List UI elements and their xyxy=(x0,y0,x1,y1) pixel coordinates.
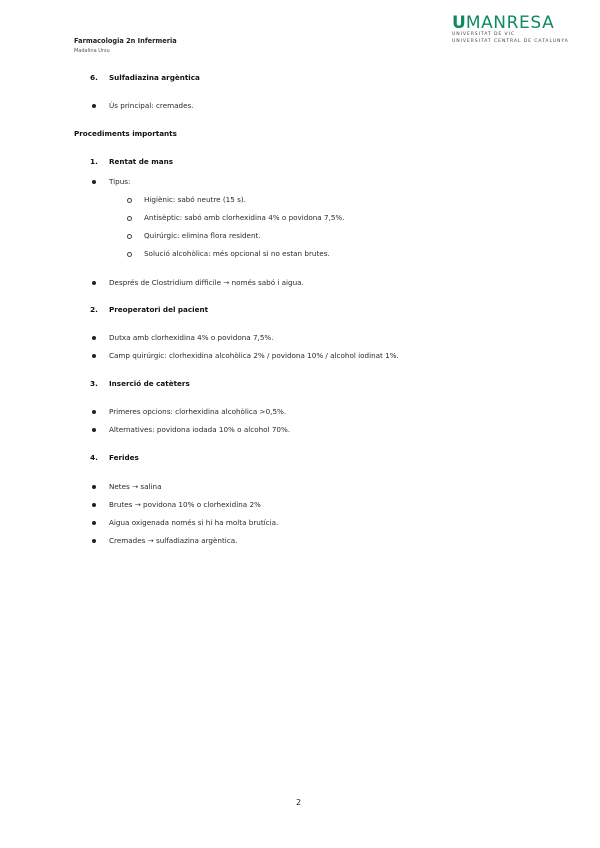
list-item: Tipus: xyxy=(109,177,131,186)
procedures-heading: Procediments importants xyxy=(74,129,177,138)
course-title: Farmacologia 2n Infermeria xyxy=(74,37,177,45)
author-name: Madalina Ursu xyxy=(74,48,110,54)
bullet xyxy=(92,281,96,285)
bullet xyxy=(92,428,96,432)
sub-bullet xyxy=(127,252,132,257)
sub-bullet xyxy=(127,216,132,221)
section-heading: Sulfadiazina argèntica xyxy=(109,73,200,82)
sub-bullet xyxy=(127,198,132,203)
page-number: 2 xyxy=(296,798,302,807)
bullet xyxy=(92,180,96,184)
logo-subline-1: UNIVERSITAT DE VIC xyxy=(452,32,515,37)
list-item: Aigua oxigenada només si hi ha molta brutícia. xyxy=(109,518,279,527)
list-item: Camp quirúrgic: clorhexidina alcohòlica 2% / povidona 10% / alcohol iodinat 1%. xyxy=(109,351,399,360)
bullet xyxy=(92,410,96,414)
list-item: Dutxa amb clorhexidina 4% o povidona 7,5%. xyxy=(109,333,274,342)
list-item: Després de Clostridium difficile → només sabó i aigua. xyxy=(109,278,304,287)
logo-word: MANRESA xyxy=(465,13,555,33)
bullet xyxy=(92,354,96,358)
bullet xyxy=(92,521,96,525)
section-number: 3. xyxy=(90,379,98,388)
sub-list-item: Solució alcohòlica: més opcional si no estan brutes. xyxy=(144,249,330,258)
list-item: Ús principal: cremades. xyxy=(109,101,194,110)
section-number: 4. xyxy=(90,453,98,462)
bullet xyxy=(92,539,96,543)
logo-wordmark xyxy=(452,14,564,32)
list-item: Netes → salina xyxy=(109,482,162,491)
section-heading: Preoperatori del pacient xyxy=(109,305,209,314)
section-heading: Inserció de catèters xyxy=(109,379,190,388)
section-heading: Ferides xyxy=(109,453,139,462)
logo-u: U xyxy=(452,13,466,33)
logo-subline-2: UNIVERSITAT CENTRAL DE CATALUNYA xyxy=(452,38,569,44)
sub-list-item: Antisèptic: sabó amb clorhexidina 4% o povidona 7,5%. xyxy=(144,213,345,222)
bullet xyxy=(92,104,96,108)
sub-list-item: Higiènic: sabó neutre (15 s). xyxy=(144,195,246,204)
bullet xyxy=(92,336,96,340)
list-item: Cremades → sulfadiazina argèntica. xyxy=(109,536,238,545)
sub-bullet xyxy=(127,234,132,239)
bullet xyxy=(92,485,96,489)
section-number: 6. xyxy=(90,73,98,82)
university-logo xyxy=(452,13,569,45)
section-number: 1. xyxy=(90,157,98,166)
bullet xyxy=(92,503,96,507)
sub-list-item: Quirúrgic: elimina flora resident. xyxy=(144,231,261,240)
section-heading: Rentat de mans xyxy=(109,157,174,166)
list-item: Brutes → povidona 10% o clorhexidina 2% xyxy=(109,500,261,509)
list-item: Alternatives: povidona iodada 10% o alcohol 70%. xyxy=(109,425,291,434)
section-number: 2. xyxy=(90,305,98,314)
list-item: Primeres opcions: clorhexidina alcohòlica >0,5%. xyxy=(109,407,287,416)
